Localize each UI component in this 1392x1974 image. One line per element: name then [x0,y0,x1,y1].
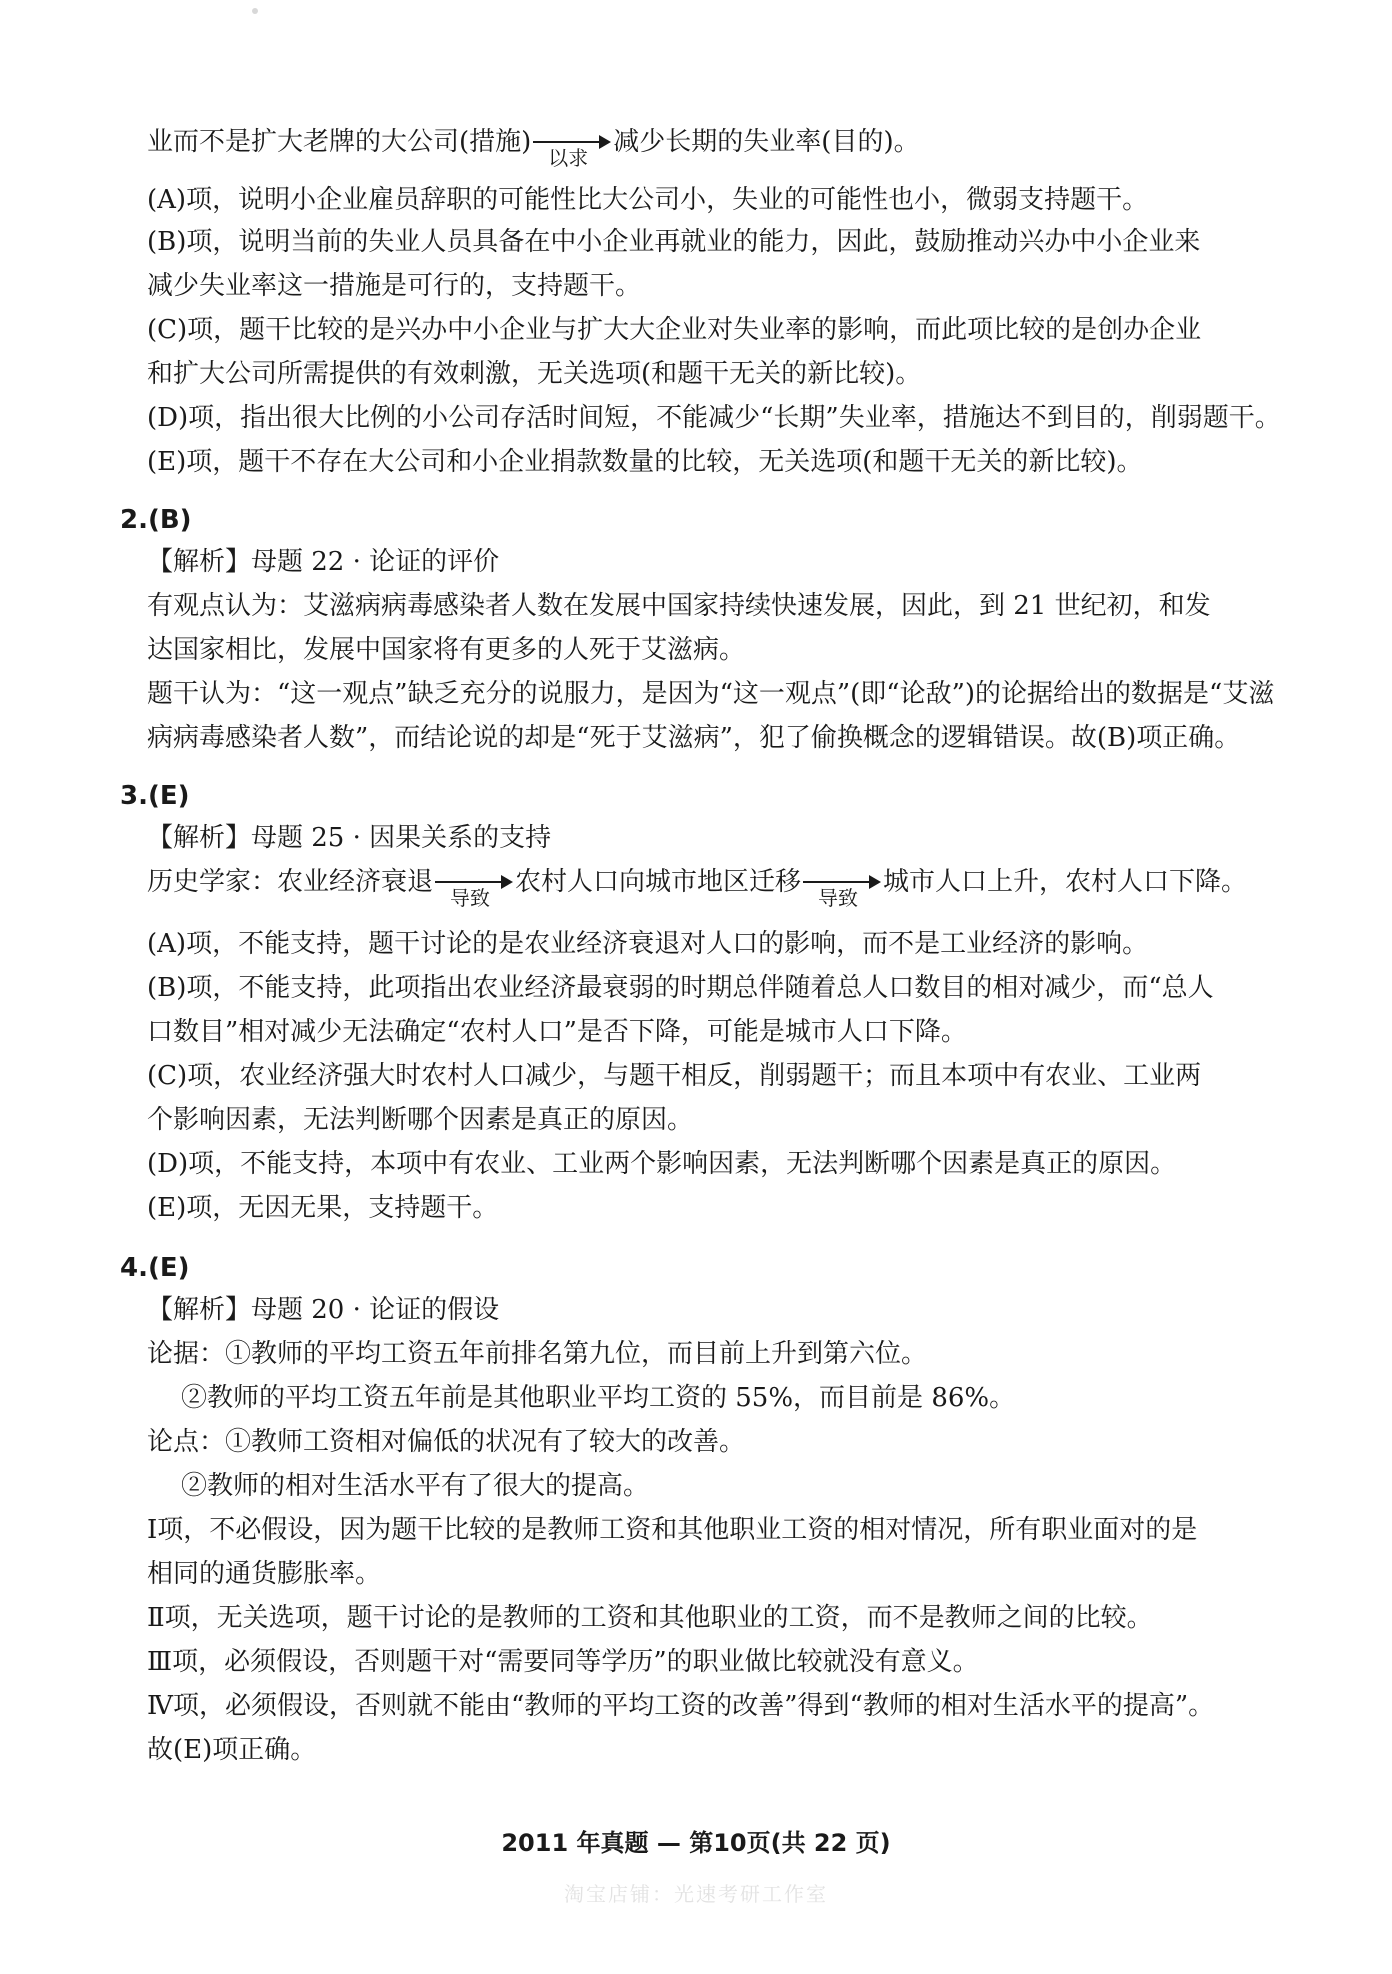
q4-item-i-line2: 相同的通货膨胀率。 [147,1559,382,1589]
watermark: 淘宝店铺：光速考研工作室 [564,1882,828,1906]
q4-conclusion: 故(E)项正确。 [147,1735,317,1765]
q3-analysis-heading: 【解析】母题 25 · 因果关系的支持 [147,823,552,853]
arrow-icon [803,863,881,910]
q2-para2-line1: 题干认为：“这一观点”缺乏充分的说服力，是因为“这一观点”(即“论敌”)的论据给出的数据是“艾滋 [147,679,1275,709]
q4-argument-1: 论据：①教师的平均工资五年前排名第九位，而目前上升到第六位。 [147,1339,928,1369]
page-footer: 2011 年真题 — 第10页(共 22 页) [501,1829,891,1857]
q3-option-c-line2: 个影响因素，无法判断哪个因素是真正的原因。 [147,1105,694,1135]
q4-item-iv: Ⅳ项，必须假设，否则就不能由“教师的平均工资的改善”得到“教师的相对生活水平的提高”。 [147,1691,1215,1721]
q1-option-b-line1: (B)项，说明当前的失业人员具备在中小企业再就业的能力，因此，鼓励推动兴办中小企业来 [147,227,1201,257]
q2-analysis-heading: 【解析】母题 22 · 论证的评价 [147,547,500,577]
q2-para2-line2: 病病毒感染者人数”，而结论说的却是“死于艾滋病”，犯了偷换概念的逻辑错误。故(B)项正确。 [147,723,1241,753]
q3-option-b-line1: (B)项，不能支持，此项指出农业经济最衰弱的时期总伴随着总人口数目的相对减少，而“总人 [147,973,1214,1003]
q3-option-e: (E)项，无因无果，支持题干。 [147,1193,499,1223]
q1-option-b-line2: 减少失业率这一措施是可行的，支持题干。 [147,271,642,301]
q3-option-b-line2: 口数目”相对减少无法确定“农村人口”是否下降，可能是城市人口下降。 [147,1017,967,1047]
scan-dot [252,8,258,14]
arrow-icon [435,863,513,910]
q3-number: 3.(E) [120,781,190,811]
q3-causal-chain [147,862,1267,910]
q1-option-c-line2: 和扩大公司所需提供的有效刺激，无关选项(和题干无关的新比较)。 [147,359,922,389]
q1-option-e: (E)项，题干不存在大公司和小企业捐款数量的比较，无关选项(和题干无关的新比较)。 [147,447,1143,477]
q1-option-a: (A)项，说明小企业雇员辞职的可能性比大公司小，失业的可能性也小，微弱支持题干。 [147,185,1149,215]
q2-para1-line2: 达国家相比，发展中国家将有更多的人死于艾滋病。 [147,635,746,665]
q2-para1-line1: 有观点认为：艾滋病病毒感染者人数在发展中国家持续快速发展，因此，到 21 世纪初，和发 [147,591,1211,621]
q3-chain-effect: 城市人口上升，农村人口下降。 [883,867,1248,897]
q1-intro-pre: 业而不是扩大老牌的大公司(措施) [147,127,532,157]
q3-arrow-label-1: 导致 [450,886,491,910]
q3-chain-middle: 农村人口向城市地区迁移 [515,867,802,897]
q2-number: 2.(B) [120,505,192,535]
q1-option-d: (D)项，指出很大比例的小公司存活时间短，不能减少“长期”失业率，措施达不到目的，削弱题干。 [147,403,1281,433]
q1-option-c-line1: (C)项，题干比较的是兴办中小企业与扩大大企业对失业率的影响，而此项比较的是创办企业 [147,315,1202,345]
q3-option-a: (A)项，不能支持，题干讨论的是农业经济衰退对人口的影响，而不是工业经济的影响。 [147,929,1149,959]
q4-analysis-heading: 【解析】母题 20 · 论证的假设 [147,1295,500,1325]
q4-argument-2: ②教师的平均工资五年前是其他职业平均工资的 55%，而目前是 86%。 [181,1383,1016,1413]
q4-item-i-line1: Ⅰ项，不必假设，因为题干比较的是教师工资和其他职业工资的相对情况，所有职业面对的是 [147,1515,1198,1545]
q4-claim-2: ②教师的相对生活水平有了很大的提高。 [181,1471,650,1501]
q3-arrow-label-2: 导致 [818,886,859,910]
q4-item-iii: Ⅲ项，必须假设，否则题干对“需要同等学历”的职业做比较就没有意义。 [147,1647,979,1677]
q3-option-c-line1: (C)项，农业经济强大时农村人口减少，与题干相反，削弱题干；而且本项中有农业、工业两 [147,1061,1202,1091]
q4-claim-1: 论点：①教师工资相对偏低的状况有了较大的改善。 [147,1427,746,1457]
q1-intro-line [147,122,1267,170]
arrow-icon [533,123,611,170]
q1-intro-post: 减少长期的失业率(目的)。 [613,127,920,157]
q4-number: 4.(E) [120,1253,190,1283]
q3-option-d: (D)项，不能支持，本项中有农业、工业两个影响因素，无法判断哪个因素是真正的原因。 [147,1149,1177,1179]
q4-item-ii: Ⅱ项，无关选项，题干讨论的是教师的工资和其他职业的工资，而不是教师之间的比较。 [147,1603,1153,1633]
q1-arrow-label: 以求 [548,146,589,170]
q3-chain-cause: 历史学家：农业经济衰退 [147,867,434,897]
